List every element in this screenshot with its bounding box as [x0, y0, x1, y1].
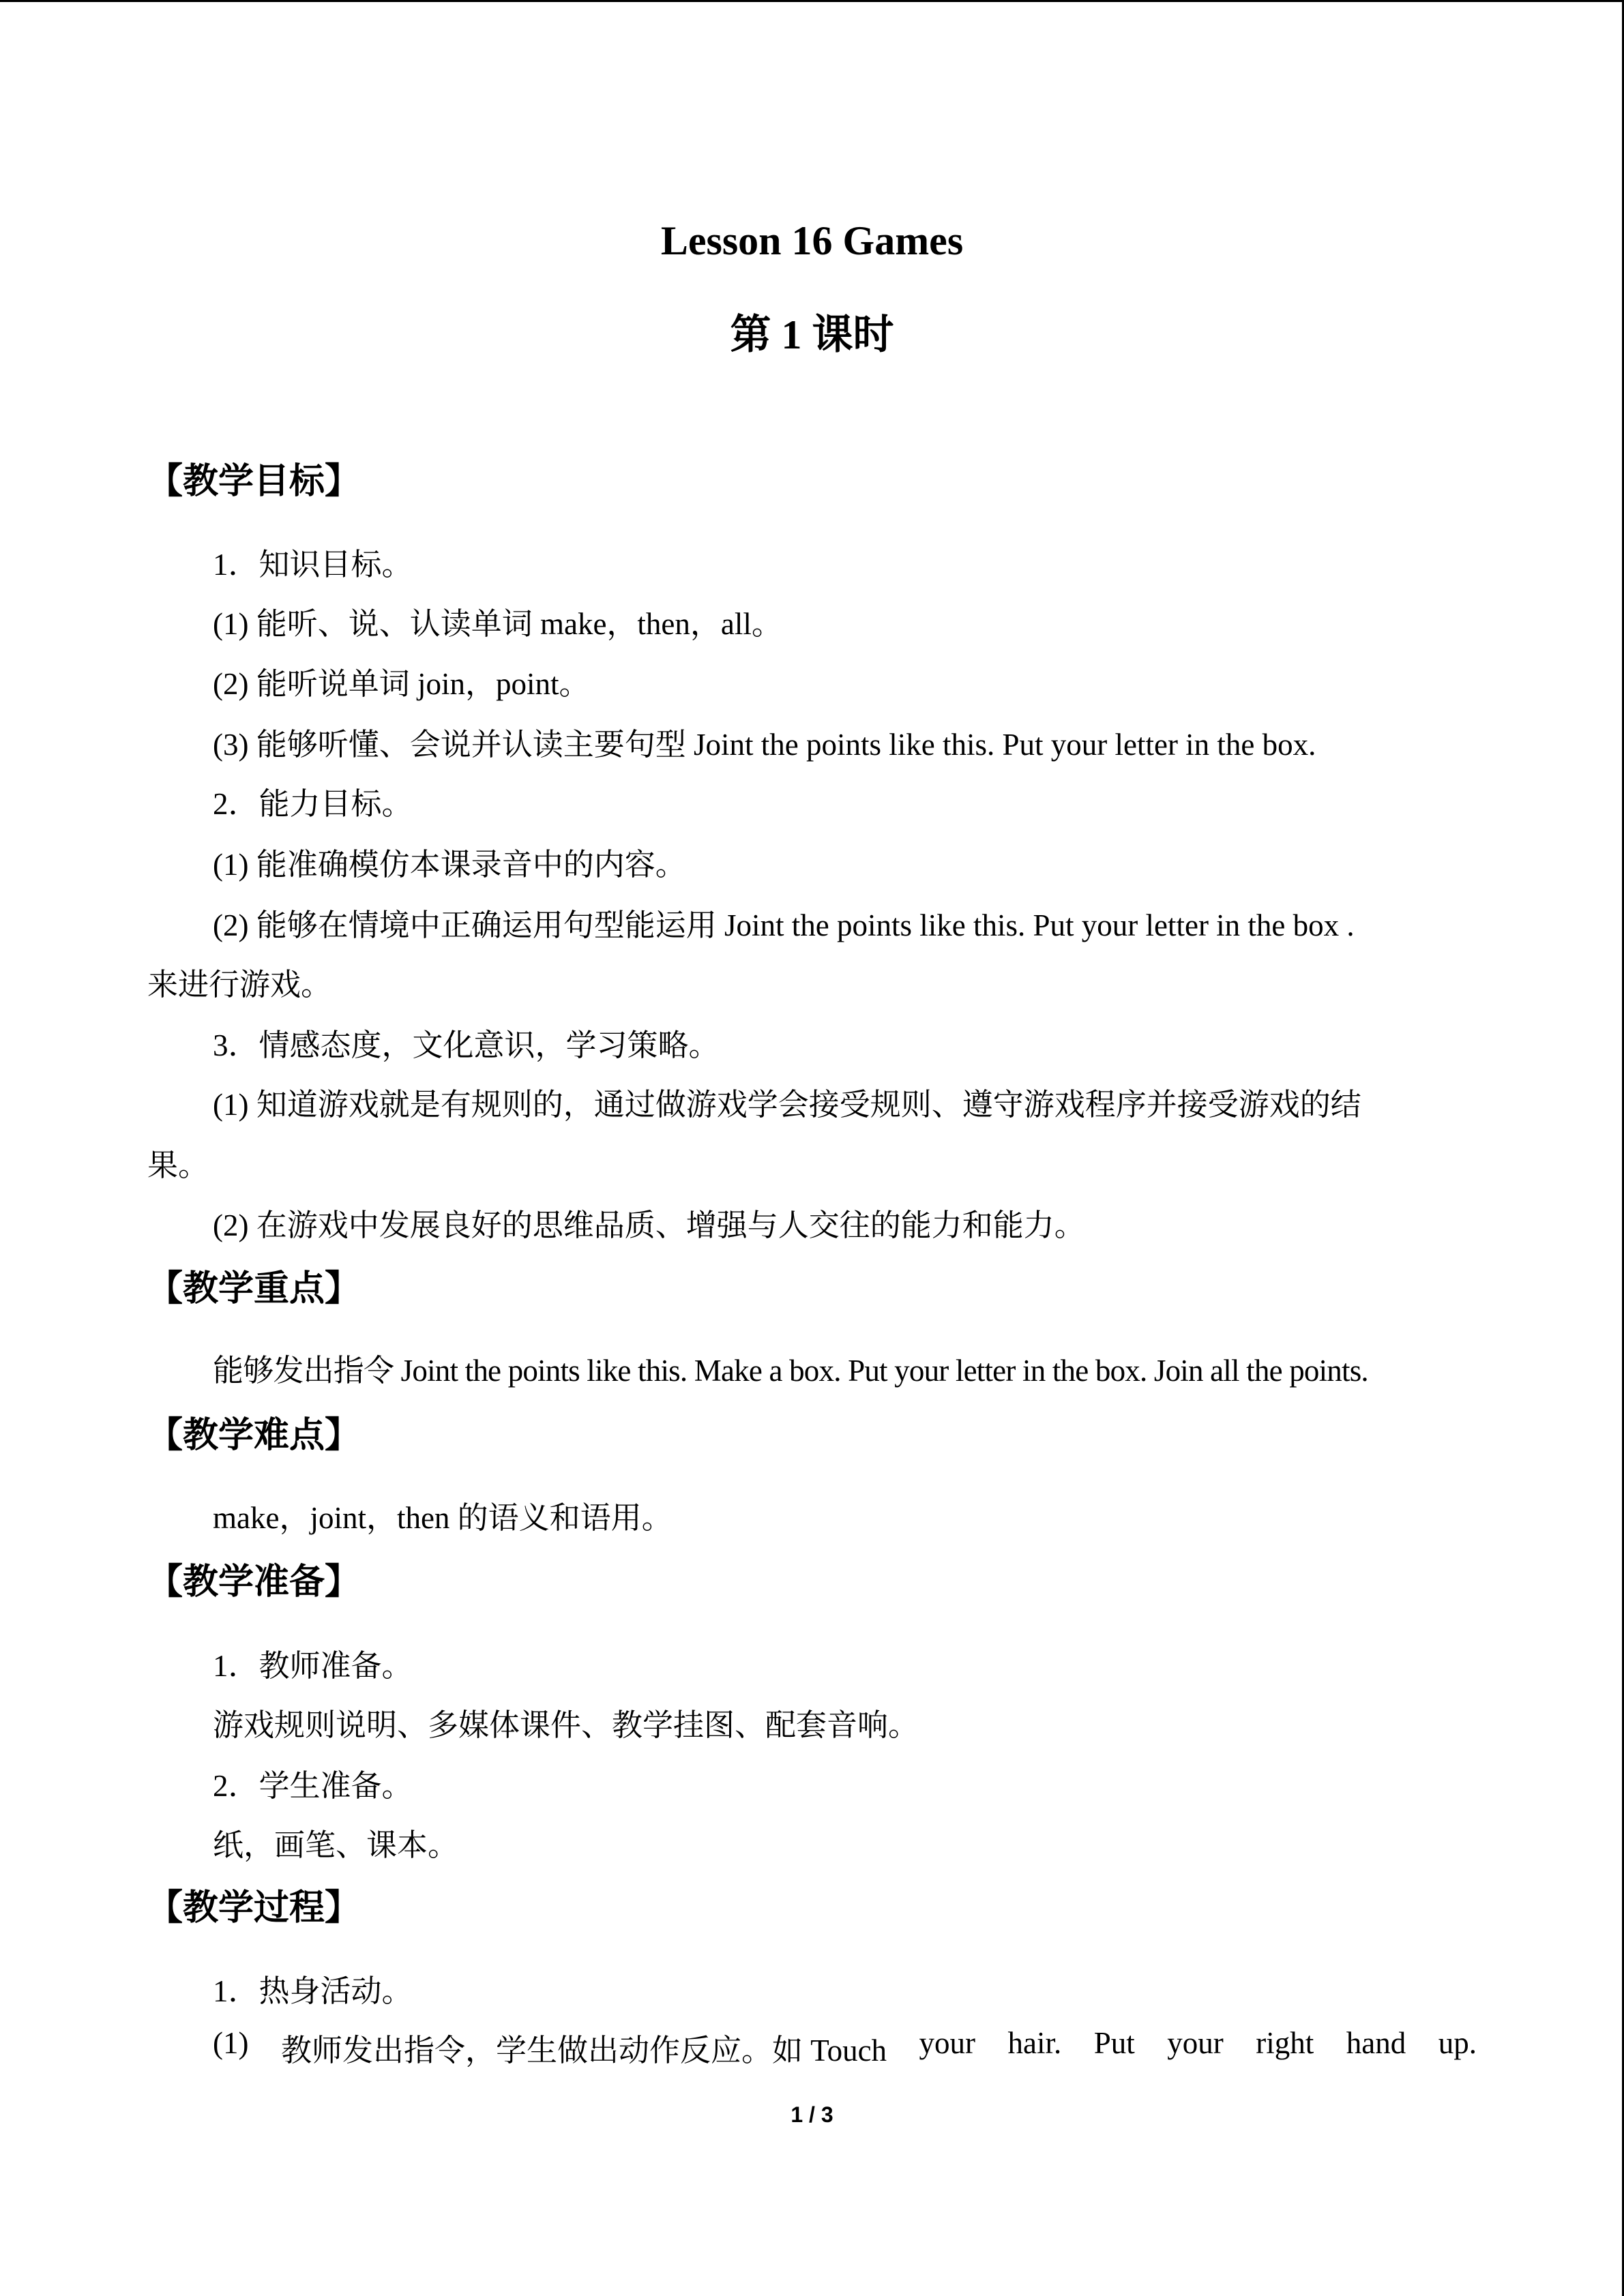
key-point-line: 能够发出指令 Joint the points like this. Make a box. Put your letter in the box. Join all the points. — [213, 1354, 1368, 1388]
objective-line: 3．情感态度，文化意识，学习策略。 — [213, 1028, 720, 1062]
section-heading-objectives: 【教学目标】 — [147, 462, 361, 501]
process-word: 教师发出指令，学生做出动作反应。如 Touch — [280, 2033, 887, 2068]
objective-line: (1) 能听、说、认读单词 make，then，all。 — [213, 607, 782, 641]
objective-line: (2) 能够在情境中正确运用句型能运用 Joint the points like this. Put your letter in the box . — [213, 908, 1355, 942]
objective-line: (2) 在游戏中发展良好的思维品质、增强与人交往的能力和能力。 — [213, 1208, 1085, 1242]
section-heading-difficulties: 【教学难点】 — [147, 1416, 361, 1455]
section-heading-process: 【教学过程】 — [147, 1889, 361, 1928]
process-word: right — [1256, 2026, 1314, 2060]
preparation-line: 游戏规则说明、多媒体课件、教学挂图、配套音响。 — [213, 1708, 919, 1742]
objective-line: 2．能力目标。 — [213, 787, 413, 821]
objective-line: (3) 能够听懂、会说并认读主要句型 Joint the points like this. Put your letter in the box. — [213, 728, 1316, 762]
process-word: hand — [1346, 2026, 1406, 2060]
preparation-line: 1．教师准备。 — [213, 1649, 413, 1683]
objective-line: 来进行游戏。 — [147, 968, 332, 1002]
objective-line: 1．知识目标。 — [213, 548, 413, 582]
section-heading-preparation: 【教学准备】 — [147, 1563, 361, 1602]
objective-line: (2) 能听说单词 join，point。 — [213, 667, 590, 701]
process-word: (1) — [213, 2026, 249, 2060]
process-word: up. — [1438, 2026, 1477, 2060]
process-word: your — [1167, 2026, 1224, 2060]
process-justified-line — [213, 2025, 1477, 2070]
document-subtitle: 第 1 课时 — [730, 312, 894, 357]
preparation-line: 2．学生准备。 — [213, 1769, 413, 1803]
document-title: Lesson 16 Games — [660, 218, 964, 263]
process-line: 1．热身活动。 — [213, 1974, 413, 2008]
page-number: 1 / 3 — [791, 2102, 833, 2127]
process-word: hair. — [1007, 2026, 1062, 2060]
process-word: Put — [1093, 2026, 1135, 2060]
objective-line: (1) 知道游戏就是有规则的，通过做游戏学会接受规则、遵守游戏程序并接受游戏的结 — [213, 1088, 1361, 1122]
objective-line: (1) 能准确模仿本课录音中的内容。 — [213, 848, 686, 882]
difficulty-line: make，joint，then 的语义和语用。 — [213, 1501, 673, 1535]
preparation-line: 纸，画笔、课本。 — [213, 1828, 459, 1862]
objective-line: 果。 — [147, 1148, 209, 1182]
process-word: your — [919, 2026, 976, 2060]
section-heading-key-points: 【教学重点】 — [147, 1270, 361, 1309]
